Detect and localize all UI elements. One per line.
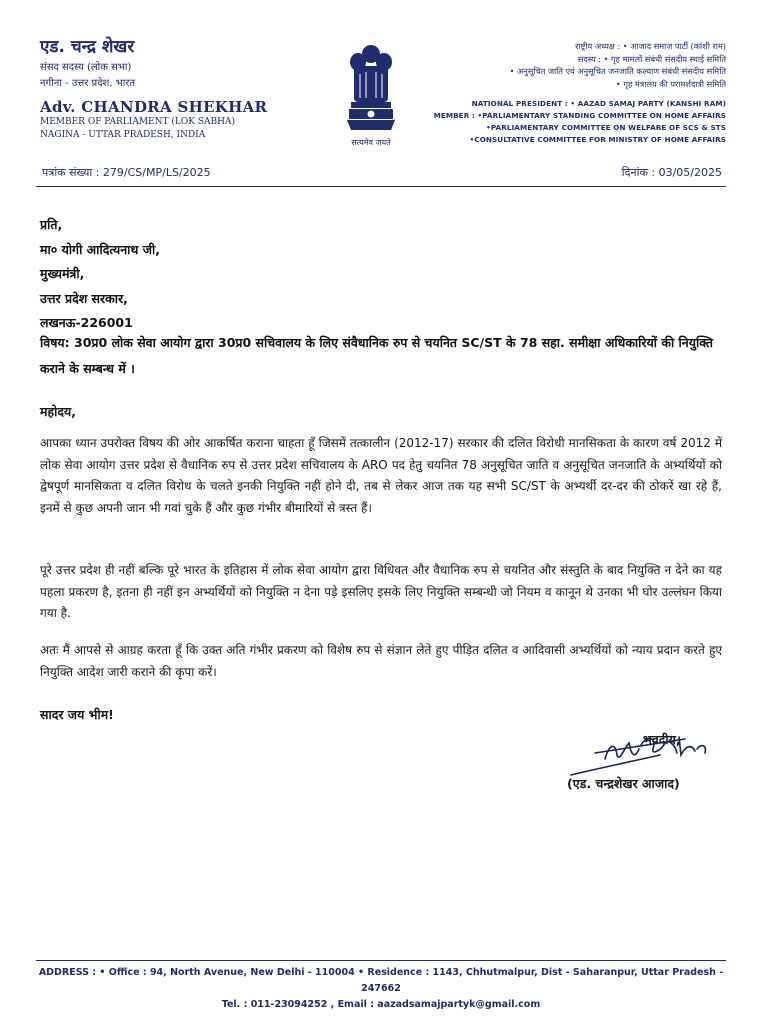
place-hindi: नगीना - उत्तर प्रदेश, भारत [40, 78, 136, 89]
yours-faithfully: भवदीय, [643, 732, 681, 747]
footer-divider [36, 960, 726, 961]
header-divider [36, 186, 726, 187]
right-english-line: •PARLIAMENTARY COMMITTEE ON WELFARE OF SCS & STS [486, 123, 726, 132]
subject-line: विषय: 30प्र0 लोक सेवा आयोग द्वारा 30प्र0 सचिवालय के लिए संवैधानिक रुप से चयनित SC/ST के 78 सहा. समीक्षा अधिकारियों की नियुक्ति कराने के सम्बन्ध में । [40, 335, 714, 376]
right-english-line: •CONSULTATIVE COMMITTEE FOR MINISTRY OF HOME AFFAIRS [469, 135, 726, 144]
body-paragraph-1: आपका ध्यान उपरोक्त विषय की ओर आकर्षित कराना चाहता हूँ जिसमें तत्कालीन (2012-17) सरकार की दलित विरोधी मानसिकता के कारण वर्ष 2012 में लोक सेवा आयोग उत्तर प्रदेश से वैधानिक रुप से उत्तर प्रदेश सचिवालय के ARO पद हेतु चयनित 78 अनुसूचित जाति व अनुसूचित जनजाति के अभ्यर्थियों को द्वेषपूर्ण मानसिकता व दलित विरोध के चलते इनकी नियुक्ति नहीं होने दी, तब से लेकर आज तक यह सभी SC/ST के अभ्यर्थी दर-दर की ठोकरें खा रहे हैं, इनमें से कुछ अपनी जान भी गवां चुके हैं और कुछ गंभीर बीमारियों से त्रस्त हैं। [40, 436, 722, 515]
right-hindi-line: सदस्य : • गृह मामलों संबंधी संसदीय स्थाई समिति [577, 53, 726, 64]
closing-line: सादर जय भीम! [40, 707, 114, 722]
right-hindi-line: राष्ट्रीय अध्यक्ष : • आजाद समाज पार्टी (कांशी राम) [575, 41, 726, 51]
body-paragraph-3: अतः मैं आपसे से आग्रह करता हूँ कि उक्त अति गंभीर प्रकरण को विशेष रुप से संज्ञान लेते हुए पीड़ित दलित व आदिवासी अभ्यर्थियों को न्याय प्रदान करते हुए नियुक्ति आदेश जारी कराने की कृपा करें। [40, 643, 722, 679]
name-english: Adv. CHANDRA SHEKHAR [40, 98, 268, 116]
right-english-line: MEMBER : •PARLIAMENTARY STANDING COMMITTEE ON HOME AFFAIRS [433, 111, 726, 120]
reference-number: पत्रांक संख्या : 279/CS/MP/LS/2025 [42, 166, 211, 179]
letterhead-left [40, 34, 267, 142]
role-hindi: संसद सदस्य (लोक सभा) [40, 62, 132, 73]
salutation: महोदय, [40, 404, 76, 419]
role-english: MEMBER OF PARLIAMENT (LOK SABHA) [40, 117, 235, 127]
name-hindi: एड. चन्द्र शेखर [40, 37, 135, 57]
footer-contact: Tel. : 011-23094252 , Email : aazadsamajpartyk@gmail.com [221, 999, 541, 1010]
body-paragraph-2: पूरे उत्तर प्रदेश ही नहीं बल्कि पूरे भारत के इतिहास में लोक सेवा आयोग द्वारा विधिवत और वैधानिक रुप से चयनित और संस्तुति के बाद नियुक्ति न देने का यह पहला प्रकरण है, इतना ही नहीं इन अभ्यर्थियों को नियुक्ति न देना पड़े इसलिए इसके लिए नियुक्ति सम्बन्धी जो नियम व कानून थे उनका भी घोर उल्लंघन किया गया है. [40, 563, 722, 620]
right-english-line: NATIONAL PRESIDENT : • AAZAD SAMAJ PARTY (KANSHI RAM) [471, 99, 726, 108]
emblem-motto: सत्यमेव जयते [351, 138, 391, 147]
addressee-line: मुख्यमंत्री, [40, 266, 85, 281]
footer-address: ADDRESS : • Office : 94, North Avenue, New Delhi - 110004 • Residence : 1143, Chhutmalpur, Dist - Saharanpur, Uttar Pradesh - 247662 [38, 967, 724, 994]
signatory-name: (एड. चन्द्रशेखर आजाद) [567, 776, 680, 791]
reference-line [42, 165, 722, 181]
addressee-line: उत्तर प्रदेश सरकार, [40, 290, 128, 306]
national-emblem [340, 40, 402, 150]
letter-date: दिनांक : 03/05/2025 [621, 166, 722, 179]
place-english: NAGINA - UTTAR PRADESH, INDIA [40, 130, 206, 140]
footer [30, 965, 732, 1013]
lion-capital-icon [345, 40, 397, 136]
right-hindi-line: • गृह मंत्रालय की परामर्शदात्री समिति [615, 78, 726, 89]
addressee-line: प्रति, [40, 217, 63, 232]
letterhead-right [426, 40, 726, 146]
addressee-line: मा० योगी आदित्यनाथ जी, [40, 241, 160, 257]
addressee-block [40, 213, 160, 336]
addressee-line: लखनऊ-226001 [40, 315, 133, 330]
right-hindi-line: • अनुसूचित जाति एवं अनुसूचित जनजाति कल्याण संबंधी संसदीय समिति [509, 66, 726, 76]
